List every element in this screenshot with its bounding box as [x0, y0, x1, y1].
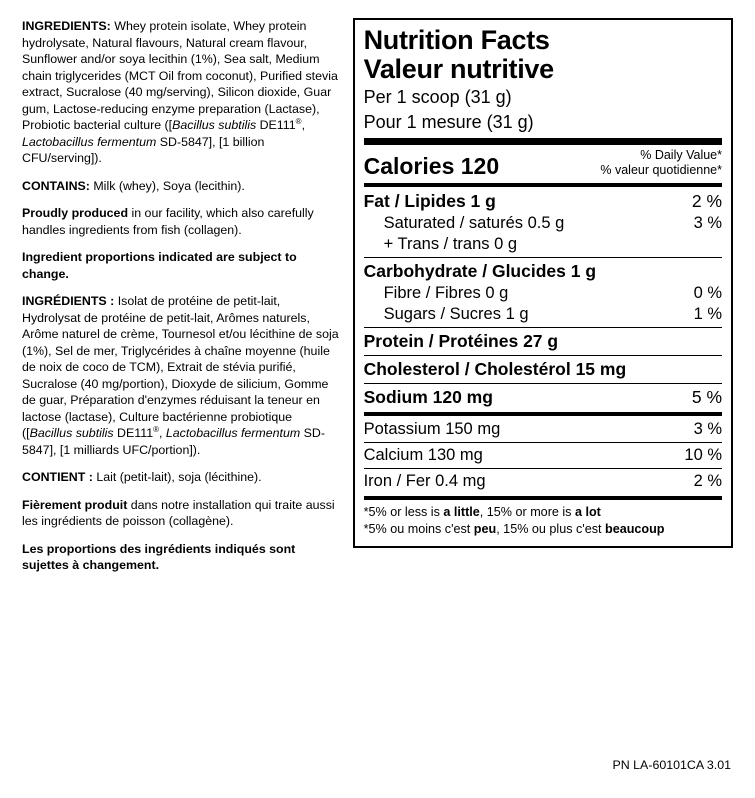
proudly-fr-label: Fièrement produit — [22, 497, 128, 512]
nutrient-row-sodium — [364, 386, 722, 409]
nutrition-title-en: Nutrition Facts — [363, 25, 550, 55]
ingredients-fr-text: Isolat de protéine de petit-lait, Hydrolysat de protéine de petit-lait, Arômes naturels, Arôme naturel de crème, Tournesol et/ou lécithine de soja (1%), Sel de mer, Triglycérides à chaîne moyenne (huile de noix de coco de TCM), Extrait de stévia purifié, Sucralose (40 mg/portion), Dioxyde de silicium, Gomme de guar, Préparation d'enzymes réduisant la teneur en lactose (lactase), Culture bactérienne probiotique ([ — [22, 294, 339, 441]
nutrient-name: Iron / Fer 0.4 mg — [363, 472, 486, 491]
nutrient-name: Cholesterol / Cholestérol 15 mg — [363, 359, 627, 380]
contains-fr-label: CONTIENT : — [22, 470, 93, 485]
nutrient-name: Potassium 150 mg — [363, 420, 501, 439]
ingredients-en-mid-1: DE111 — [256, 118, 296, 133]
contains-fr-text: Lait (petit-lait), soja (lécithine). — [92, 470, 262, 485]
nutrient-value: 10 % — [684, 446, 722, 465]
nutrient-name: Calcium 130 mg — [363, 446, 483, 465]
ingredients-en-italic-1: Bacillus subtilis — [172, 118, 257, 133]
ingredients-fr-label: INGRÉDIENTS : — [22, 294, 115, 309]
divider-after-fat — [364, 257, 722, 258]
calories-label: Calories 120 — [363, 153, 500, 180]
proudly-fr-text: dans notre installation qui traite aussi les ingrédients de poisson (collagène). — [22, 497, 335, 529]
nutrient-value: 2 % — [693, 472, 722, 491]
proportions-fr: Les proportions des ingrédients indiqués sont sujettes à changement. — [22, 541, 296, 573]
part-number: PN LA-60101CA 3.01 — [612, 758, 731, 772]
footnote-fr — [364, 521, 722, 538]
ingredients-fr-italic-2: Lactobacillus fermentum — [165, 426, 301, 441]
proudly-produced-en — [22, 205, 339, 238]
contains-fr — [22, 469, 339, 486]
ingredients-fr-mid-1: DE111 — [113, 426, 154, 441]
nutrient-row-iron — [364, 471, 722, 492]
label-columns — [22, 18, 733, 585]
footnote-en — [364, 504, 722, 521]
footnote-en-d: a lot — [574, 505, 601, 520]
footnote-fr-d: beaucoup — [605, 522, 665, 537]
serving-size-fr: Pour 1 mesure (31 g) — [363, 111, 534, 132]
nutrient-value: 3 % — [693, 214, 722, 233]
contains-en-text: Milk (whey), Soya (lecithin). — [89, 178, 245, 193]
divider-before-footnote — [364, 496, 722, 500]
nutrient-name: Sodium 120 mg — [363, 387, 493, 408]
nutrition-facts-panel — [353, 18, 733, 548]
nutrient-row-saturated — [364, 213, 722, 234]
ingredients-column — [22, 18, 339, 585]
nutrient-value: 2 % — [691, 191, 722, 212]
contains-en — [22, 178, 339, 195]
ingredients-fr-sup-1: ® — [153, 425, 159, 435]
divider-after-potassium — [364, 442, 722, 443]
daily-value-header-fr: % valeur quotidienne* — [600, 162, 722, 177]
nutrient-row-potassium — [364, 419, 722, 440]
footnote-en-c: , 15% or more is — [479, 505, 575, 520]
footnote-fr-a: *5% ou moins c'est — [363, 522, 474, 537]
ingredients-en — [22, 18, 339, 167]
nutrient-value: 0 % — [693, 284, 722, 303]
nutrient-row-carbohydrate — [364, 260, 722, 283]
divider-after-sodium — [364, 412, 722, 416]
nutrient-row-fat — [364, 190, 722, 213]
daily-value-header-en: % Daily Value* — [640, 147, 722, 162]
divider-after-cholesterol — [364, 383, 722, 384]
daily-value-header — [600, 148, 722, 181]
ingredients-en-label: INGREDIENTS: — [22, 19, 111, 33]
proudly-produced-fr — [22, 497, 339, 530]
ingredients-fr-tail: SD-5847], [1 milliards UFC/portion]). — [22, 426, 325, 457]
footnote-fr-b: peu — [473, 522, 497, 537]
proportions-en: Ingredient proportions indicated are subject to change. — [22, 250, 297, 281]
calories-row — [364, 148, 722, 181]
nutrient-name: Sugars / Sucres 1 g — [383, 305, 529, 324]
footnote-en-b: a little — [443, 505, 480, 520]
ingredients-en-italic-2: Lactobacillus fermentum — [22, 134, 157, 149]
divider-after-calories — [364, 183, 722, 187]
footnote-fr-c: , 15% ou plus c'est — [496, 522, 605, 537]
proudly-en-text: in our facility, which also carefully handles ingredients from fish (collagen). — [22, 206, 314, 237]
ingredients-fr — [22, 293, 339, 458]
nutrient-name: + Trans / trans 0 g — [383, 235, 518, 254]
ingredients-fr-italic-1: Bacillus subtilis — [29, 426, 114, 441]
divider-after-calcium — [364, 468, 722, 469]
contains-en-label: CONTAINS: — [22, 178, 90, 193]
nutrient-name: Protein / Protéines 27 g — [363, 331, 559, 352]
nutrient-row-cholesterol — [364, 358, 722, 381]
footnote-en-a: *5% or less is — [363, 505, 444, 520]
nutrient-row-sugars — [364, 304, 722, 325]
divider-after-carbs — [364, 327, 722, 328]
ingredients-en-text: Whey protein isolate, Whey protein hydrolysate, Natural flavours, Natural cream flavour, Sunflower and/or soya lecithin (1%), Sea salt, Medium chain triglycerides (MCT Oil from coconut), Purified stevia extract, Sucralose (40 mg/serving), Silicon dioxide, Guar gum, Lactose-reducing enzyme preparation (Lactase), Probiotic bacterial culture ([ — [22, 19, 338, 133]
nutrient-value: 3 % — [693, 420, 722, 439]
nutrient-name: Carbohydrate / Glucides 1 g — [363, 261, 597, 282]
nutrient-name: Saturated / saturés 0.5 g — [383, 214, 565, 233]
nutrient-name: Fibre / Fibres 0 g — [383, 284, 509, 303]
divider-after-protein — [364, 355, 722, 356]
proudly-en-label: Proudly produced — [22, 206, 129, 221]
nutrition-title-fr: Valeur nutritive — [363, 54, 554, 85]
nutrient-value: 1 % — [693, 305, 722, 324]
nutrient-row-fibre — [364, 283, 722, 304]
nutrient-value: 5 % — [691, 387, 722, 408]
ingredients-fr-mid-2: , — [159, 426, 166, 441]
nutrient-name: Fat / Lipides 1 g — [363, 191, 496, 212]
ingredients-en-sup-1: ® — [295, 117, 302, 126]
nutrient-row-trans — [364, 234, 722, 255]
divider-thick-top — [364, 138, 722, 145]
ingredients-en-tail: SD-5847], [1 billion CFU/serving]). — [22, 134, 265, 166]
ingredients-en-mid-2: , — [301, 118, 306, 133]
nutrient-row-protein — [364, 330, 722, 353]
serving-size-en: Per 1 scoop (31 g) — [363, 87, 512, 108]
nutrient-row-calcium — [364, 445, 722, 466]
